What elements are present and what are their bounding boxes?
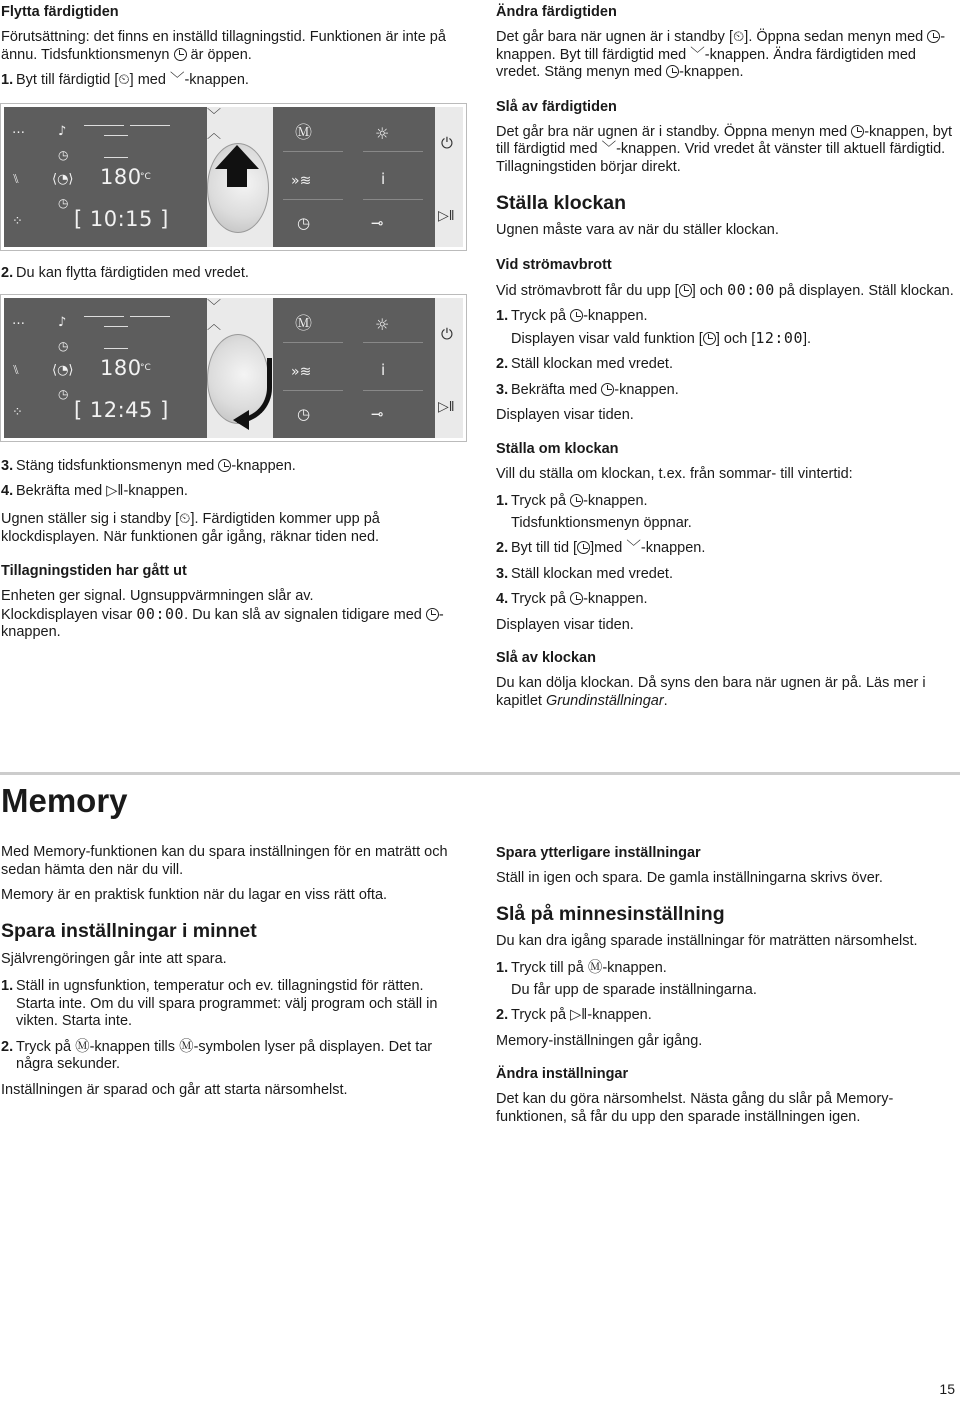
key-icon[interactable]: ⊸ [371, 214, 384, 232]
light-icon[interactable]: ☼ [375, 124, 390, 143]
power-icon[interactable]: ⏻ [441, 326, 453, 343]
step-3: 3. Stäng tidsfunktionsmenyn med -knappen. [1, 458, 296, 474]
display-right [273, 298, 435, 438]
heading-tid-ut: Tillagningstiden har gått ut [1, 563, 187, 579]
cutlery-icon: ⑊ [12, 172, 20, 187]
standby-para: Ugnen ställer sig i standby [⏲]. Färdigtiden kommer upp på klockdisplayen. När funktionen går igång, räknar tiden ned. [1, 511, 380, 545]
clock-icon [703, 332, 716, 345]
clock-icon[interactable]: ◷ [297, 405, 311, 423]
heading-stalla-om: Ställa om klockan [496, 440, 619, 457]
heading-andra-installningar: Ändra inställningar [496, 1066, 629, 1082]
start-stop-icon: ▷‖ [106, 482, 124, 499]
section-divider [0, 772, 960, 775]
display-right [273, 107, 435, 247]
edge-buttons [435, 107, 463, 247]
clock-icon [851, 125, 864, 138]
clock-icon [679, 284, 692, 297]
mem-step-1: 1. Ställ in ugnsfunktion, temperatur och ev. tillagningstid för rätten. Starta inte. Om du vill spara programmet: välj program och ställ in vikten. Starta inte. [1, 978, 438, 1029]
memory-icon: Ⓜ [587, 960, 603, 976]
chevron-up-icon[interactable]: ︿ [207, 315, 221, 332]
heading-stalla-klockan: Ställa klockan [496, 192, 627, 214]
clock-icon [570, 309, 583, 322]
arrow-up-stem [227, 169, 247, 187]
arrow-head-icon [233, 410, 249, 430]
clock-icon [426, 608, 439, 621]
igang-para: Memory-inställningen går igång. [496, 1032, 703, 1049]
heading-flytta: Flytta färdigtiden [1, 4, 119, 20]
chevron-down-icon: ﹀ [690, 46, 705, 63]
memory-title: Memory [1, 782, 128, 819]
chevron-down-icon: ﹀ [626, 540, 641, 556]
end-time-icon: ⏲ [732, 29, 745, 45]
clock-icon [666, 65, 679, 78]
end-time-icon: ⏲ [118, 72, 130, 88]
clock-display-para: Klockdisplayen visar 00:00. Du kan slå av signalen tidigare med -knappen. [1, 604, 444, 640]
display-left [4, 107, 207, 247]
sla-av-para: Det går bra när ugnen är i standby. Öppna menyn med -knappen, byt till färdigtid med ﹀-knappen. Vrid vredet åt vänster till aktuell färdigtid. Tillagningstiden börjar direkt. [496, 123, 953, 175]
heading-spara-minnet: Spara inställningar i minnet [1, 919, 257, 942]
dial-area [207, 298, 273, 438]
clock-icon [218, 459, 231, 472]
clock-icon [570, 592, 583, 605]
signal-para: Enheten ger signal. Ugnsuppvärmningen slår av. [1, 588, 314, 604]
menu-icon: … [12, 313, 25, 328]
start-stop-icon[interactable]: ▷‖ [438, 207, 455, 223]
start-stop-icon[interactable]: ▷‖ [438, 398, 455, 414]
mem-step-2: 2. Tryck på Ⓜ-knappen tills Ⓜ-symbolen lyser på displayen. Det tar några sekunder. [1, 1038, 433, 1072]
omklock-para: Vill du ställa om klockan, t.ex. från sommar- till vintertid: [496, 465, 853, 482]
memory-icon[interactable]: Ⓜ [295, 123, 312, 143]
heading-spara-ytterligare: Spara ytterligare inställningar [496, 845, 701, 861]
sla-pa-para: Du kan dra igång sparade inställningar för maträtten närsomhelst. [496, 932, 918, 949]
om-step-3: 3. Ställ klockan med vredet. [496, 565, 673, 582]
sparad-para: Inställningen är sparad och går att starta närsomhelst. [1, 1081, 348, 1098]
bell-icon: ♪ [58, 315, 67, 330]
clock-display-icon: ◷ [58, 196, 69, 210]
recall-step-2: 2. Tryck på ▷‖-knappen. [496, 1007, 652, 1023]
chevron-down-icon: ﹀ [169, 72, 185, 88]
chevron-down-icon: ﹀ [601, 141, 617, 157]
timer-icon: ◷ [58, 148, 69, 162]
display-left [4, 298, 207, 438]
om-step-2: 2. Byt till tid [ ]med ﹀-knappen. [496, 540, 706, 556]
klock-step-3: 3. Bekräfta med -knappen. [496, 381, 679, 398]
heading-stromavbrott: Vid strömavbrott [496, 256, 612, 273]
memory-icon: Ⓜ [179, 1038, 194, 1055]
time-readout: [ 12:45 ] [74, 398, 169, 422]
temperature-unit: °C [140, 363, 151, 373]
key-icon[interactable]: ⊸ [371, 405, 384, 423]
sla-av-klockan-para: Du kan dölja klockan. Då syns den bara när ugnen är på. Läs mer i kapitlet Grundinställningar. [496, 675, 926, 709]
dots-icon: ⁘ [12, 214, 23, 229]
heating-icon[interactable]: »≋ [291, 173, 312, 189]
heading-sla-av-klockan: Slå av klockan [496, 650, 596, 666]
klock-step-1: 1. Tryck på -knappen. [496, 308, 648, 324]
end-time-icon: ⟨◔⟩ [52, 363, 74, 378]
clock-icon [570, 494, 583, 507]
ytter-para: Ställ in igen och spara. De gamla inställningarna skrivs över. [496, 870, 883, 886]
menu-icon: … [12, 122, 25, 137]
start-stop-icon: ▷‖ [570, 1007, 588, 1023]
memory-icon[interactable]: Ⓜ [295, 314, 312, 334]
temperature-readout: 180 [100, 356, 142, 380]
chevron-down-icon[interactable]: ﹀ [207, 107, 221, 123]
clock-display-icon: ◷ [58, 387, 69, 401]
heading-andra-fardig: Ändra färdigtiden [496, 4, 617, 20]
page-number: 15 [939, 1380, 955, 1397]
om-result: Displayen visar tiden. [496, 616, 634, 633]
spara-note: Självrengöringen går inte att spara. [1, 950, 227, 967]
klock-result: Displayen visar tiden. [496, 407, 634, 423]
klock-step-2: 2. Ställ klockan med vredet. [496, 356, 673, 372]
memory-intro: Med Memory-funktionen kan du spara inställningen för en maträtt och sedan hämta den när du vill. [1, 844, 448, 878]
step-1: 1. Byt till färdigtid [⏲] med ﹀-knappen. [1, 72, 249, 88]
heading-sla-pa-minne: Slå på minnesinställning [496, 902, 725, 925]
dots-icon: ⁘ [12, 405, 23, 420]
andra-para: Det går bara när ugnen är i standby [⏲]. Öppna sedan menyn med -knappen. Byt till färdigtid med ﹀-knappen. Ändra färdigtiden med vredet. Stäng menyn med -knappen. [496, 29, 946, 80]
edge-buttons [435, 298, 463, 438]
recall-step-1: 1. Tryck till på Ⓜ-knappen. [496, 960, 667, 976]
klock-step-1-sub: Displayen visar vald funktion [ ] och [12:00]. [511, 328, 812, 347]
clock-icon [174, 48, 187, 61]
temperature-readout: 180 [100, 165, 142, 189]
light-icon[interactable]: ☼ [375, 315, 390, 334]
om-step-4: 4. Tryck på -knappen. [496, 591, 648, 607]
bell-icon: ♪ [58, 124, 67, 139]
memory-icon: Ⓜ [75, 1038, 90, 1055]
recall-step-1-sub: Du får upp de sparade inställningarna. [511, 981, 757, 998]
intro-text: Förutsättning: det finns en inställd tillagningstid. Funktionen är inte på ännu. Tidsfunktionsmenyn är öppen. [1, 29, 446, 63]
memory-intro-2: Memory är en praktisk funktion när du lagar en viss rätt ofta. [1, 887, 388, 903]
end-time-icon: ⟨◔⟩ [52, 172, 74, 187]
step-2: 2. Du kan flytta färdigtiden med vredet. [1, 265, 249, 281]
temperature-unit: °C [140, 172, 151, 182]
om-step-1: 1. Tryck på -knappen. [496, 493, 648, 509]
step-4: 4. Bekräfta med ▷‖-knappen. [1, 482, 188, 499]
chevron-down-icon[interactable]: ﹀ [207, 298, 221, 314]
arrow-up-icon [215, 145, 259, 169]
info-icon[interactable]: ⅰ [381, 361, 386, 379]
control-panel-1 [0, 103, 467, 251]
heating-icon[interactable]: »≋ [291, 364, 312, 380]
time-readout: [ 10:15 ] [74, 207, 169, 231]
om-step-1-sub: Tidsfunktionsmenyn öppnar. [511, 514, 692, 531]
clock-icon [601, 383, 614, 396]
control-panel-2 [0, 294, 467, 442]
heading-sla-av-fardig: Slå av färdigtiden [496, 98, 617, 115]
power-icon[interactable]: ⏻ [441, 135, 453, 152]
timer-icon: ◷ [58, 339, 69, 353]
end-time-icon: ⏲ [179, 511, 191, 527]
andra-inst-para: Det kan du göra närsomhelst. Nästa gång du slår på Memory-funktionen, så får du upp den sparade inställningen igen. [496, 1091, 894, 1125]
clock-icon [927, 30, 940, 43]
dial-area [207, 107, 273, 247]
clock-icon[interactable]: ◷ [297, 214, 311, 232]
chevron-up-icon[interactable]: ︿ [207, 124, 221, 141]
klockan-para: Ugnen måste vara av när du ställer klockan. [496, 222, 779, 238]
info-icon[interactable]: ⅰ [381, 170, 386, 188]
strom-para: Vid strömavbrott får du upp [ ] och 00:00 på displayen. Ställ klockan. [496, 280, 954, 299]
cutlery-icon: ⑊ [12, 363, 20, 378]
clock-icon [577, 541, 590, 554]
